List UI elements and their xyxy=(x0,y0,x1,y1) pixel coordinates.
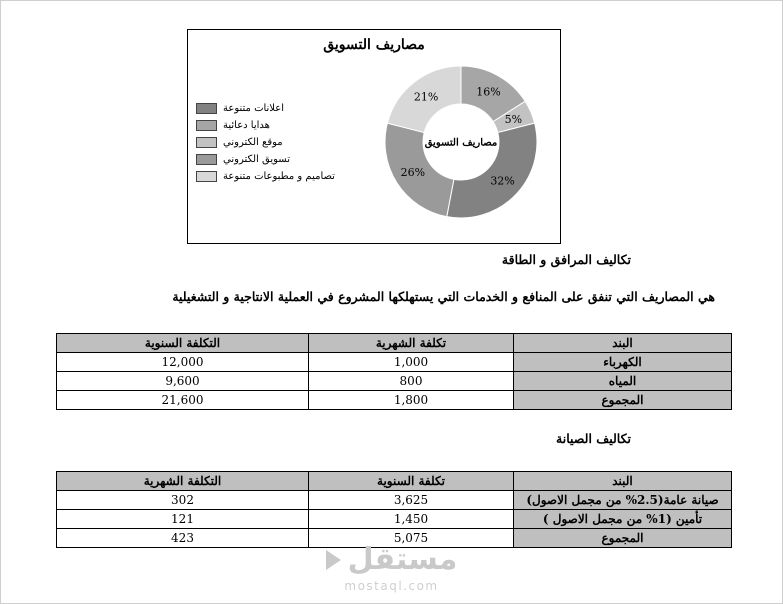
legend-item xyxy=(196,103,334,114)
cell-monthly: 800 xyxy=(309,372,514,391)
chart-title: مصاريف التسويق xyxy=(323,37,425,53)
cell-annual: 12,000 xyxy=(57,353,309,372)
pie-slice-label: 5% xyxy=(504,112,523,126)
cell-annual: 9,600 xyxy=(57,372,309,391)
legend-swatch xyxy=(196,154,217,165)
cell-item: صيانة عامة(2.5% من مجمل الاصول) xyxy=(514,491,732,510)
table-header-row xyxy=(57,472,732,491)
cell-item: المياه xyxy=(514,372,732,391)
legend-label: هدايا دعائية xyxy=(223,119,270,131)
chart-legend xyxy=(188,103,334,182)
watermark xyxy=(1,542,782,593)
cell-item: الكهرباء xyxy=(514,353,732,372)
table-row xyxy=(57,372,732,391)
section-heading-utilities: تكاليف المرافق و الطاقة xyxy=(501,252,631,267)
cell-item: المجموع xyxy=(514,529,732,548)
col-header-item: البند xyxy=(514,472,732,491)
legend-label: موقع الكتروني xyxy=(223,136,283,148)
pie-slice-label: 16% xyxy=(476,85,501,99)
legend-swatch xyxy=(196,103,217,114)
table-row xyxy=(57,510,732,529)
legend-swatch xyxy=(196,120,217,131)
donut-center-label: مصاريف التسويق xyxy=(424,137,498,149)
pie-slice-label: 21% xyxy=(413,90,439,104)
cell-monthly: 423 xyxy=(57,529,309,548)
chart-body xyxy=(188,53,560,231)
utilities-table xyxy=(56,333,732,410)
donut-chart-svg xyxy=(376,57,546,227)
cell-monthly: 302 xyxy=(57,491,309,510)
cell-annual: 1,450 xyxy=(309,510,514,529)
cell-annual: 21,600 xyxy=(57,391,309,410)
legend-swatch xyxy=(196,171,217,182)
cell-monthly: 121 xyxy=(57,510,309,529)
legend-label: تسويق الكتروني xyxy=(223,153,291,165)
col-header-monthly-cost: تكلفة الشهرية xyxy=(309,334,514,353)
section-heading-maintenance: تكاليف الصيانة xyxy=(556,431,631,446)
legend-item xyxy=(196,171,334,182)
table-row xyxy=(57,391,732,410)
watermark-brand: مستقل xyxy=(347,542,458,577)
legend-label: تصاميم و مطبوعات متنوعة xyxy=(223,170,335,182)
legend-label: اعلانات متنوعة xyxy=(223,102,285,114)
cell-monthly: 1,000 xyxy=(309,353,514,372)
cell-item: المجموع xyxy=(514,391,732,410)
col-header-annual-cost: تكلفة السنوية xyxy=(309,472,514,491)
cell-annual: 3,625 xyxy=(309,491,514,510)
col-header-annual-cost: التكلفة السنوية xyxy=(57,334,309,353)
legend-swatch xyxy=(196,137,217,148)
cell-monthly: 1,800 xyxy=(309,391,514,410)
cell-annual: 5,075 xyxy=(309,529,514,548)
col-header-monthly-cost: التكلفة الشهرية xyxy=(57,472,309,491)
maintenance-table xyxy=(56,471,732,548)
watermark-site: mostaql.com xyxy=(344,579,439,593)
donut-chart xyxy=(376,57,546,227)
col-header-item: البند xyxy=(514,334,732,353)
table-row xyxy=(57,491,732,510)
section-description-utilities: هي المصاريف التي تنفق على المنافع و الخدمات التي يستهلكها المشروع في العملية الانتاجية و التشغيلية xyxy=(172,289,715,304)
table-header-row xyxy=(57,334,732,353)
mostaql-logo-icon xyxy=(326,550,341,570)
legend-item xyxy=(196,137,334,148)
table-row xyxy=(57,353,732,372)
pie-slice-label: 32% xyxy=(490,174,515,188)
legend-item xyxy=(196,120,334,131)
marketing-expenses-chart-box xyxy=(187,29,561,244)
legend-item xyxy=(196,154,334,165)
pie-slice-label: 26% xyxy=(400,166,426,180)
cell-item: تأمين (1% من مجمل الاصول ) xyxy=(514,510,732,529)
